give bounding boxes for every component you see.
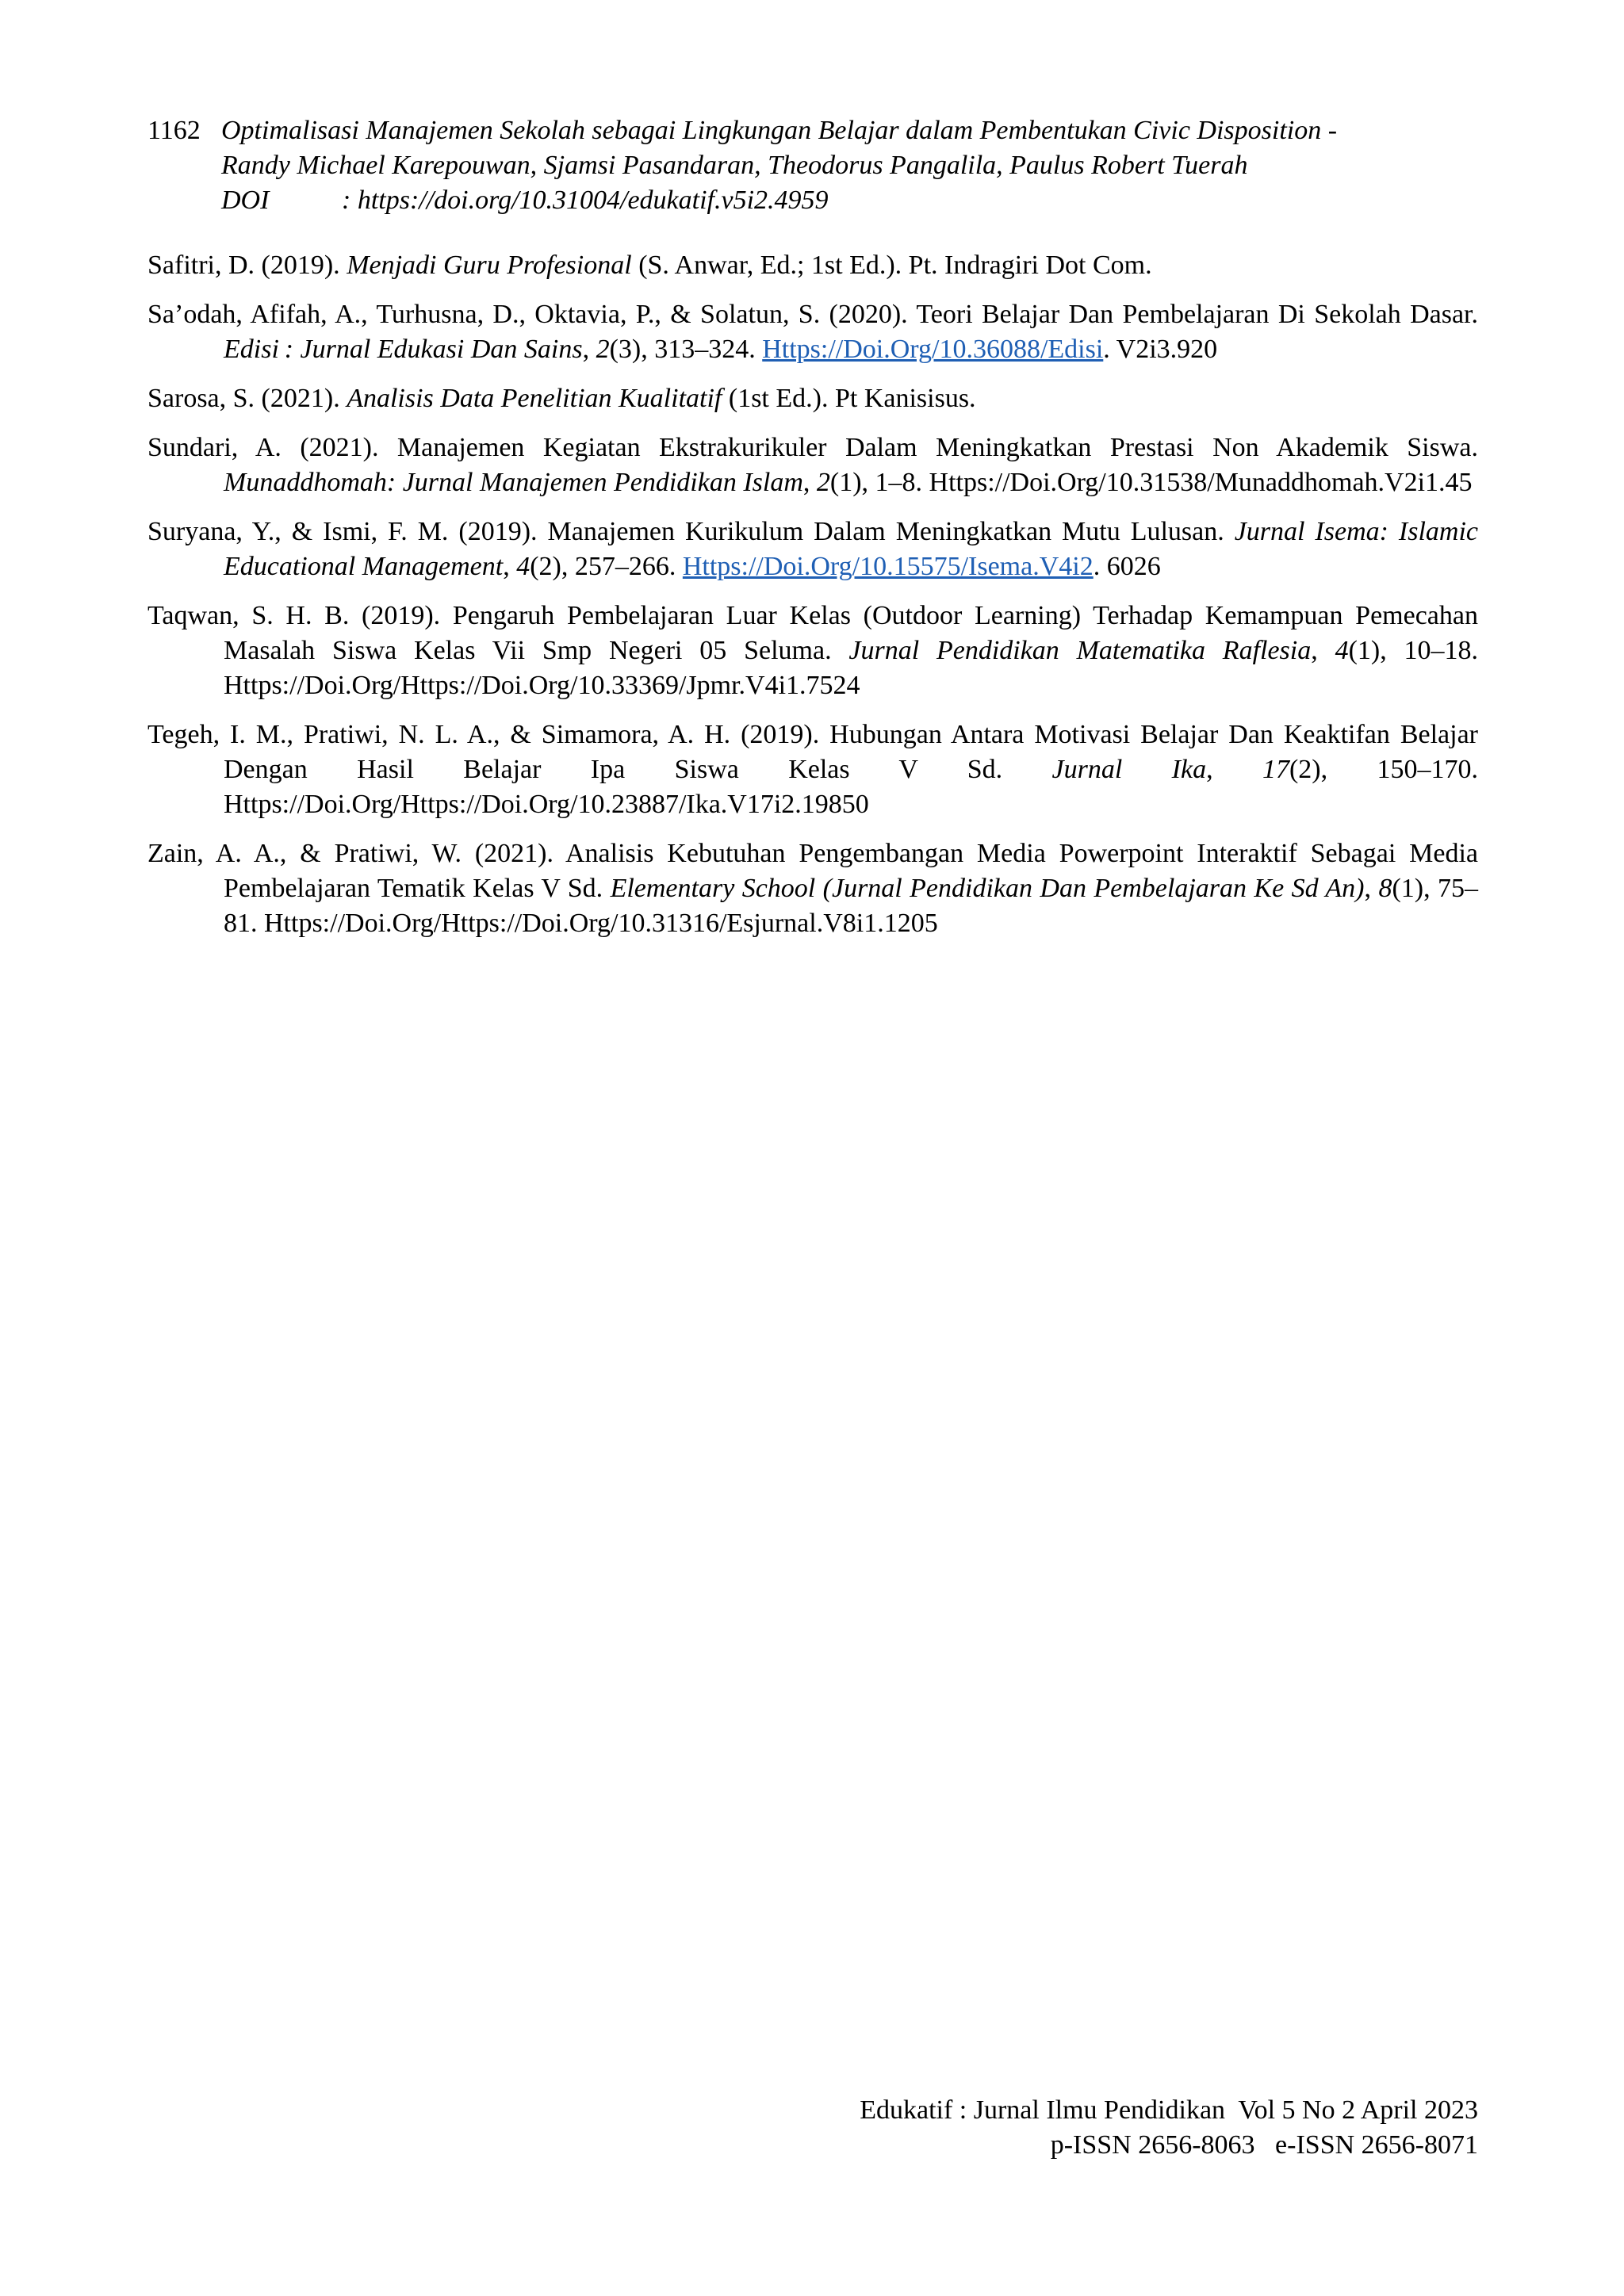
reference-text: . V2i3.920 (1103, 335, 1218, 364)
reference-text: Zain, A. A., & Pratiwi, W. (2021). Analisis Kebutuhan Pengembangan Media Powerpoint Interaktif Sebagai Media Pembelajaran Tematik Kelas V Sd. (147, 839, 1478, 903)
reference-text: (1st Ed.). Pt Kanisisus. (722, 384, 976, 413)
reference-entry (147, 297, 1478, 367)
doi-label: DOI (221, 186, 270, 215)
journal-footer (860, 2093, 1478, 2163)
reference-volume: 2 (816, 468, 830, 497)
reference-volume: 17 (1262, 755, 1289, 784)
doi-line (221, 183, 1478, 218)
running-header (147, 113, 1478, 218)
issn-info: p-ISSN 2656-8063 e-ISSN 2656-8071 (1050, 2130, 1478, 2160)
reference-entry (147, 599, 1478, 703)
reference-entry (147, 836, 1478, 941)
reference-text: (1), 1–8. Https://Doi.Org/10.31538/Munaddhomah.V2i1.45 (829, 468, 1473, 497)
reference-list (147, 248, 1478, 955)
reference-text: (3), 313–324. (609, 335, 763, 364)
reference-text: Sa’odah, Afifah, A., Turhusna, D., Oktavia, P., & Solatun, S. (2020). Teori Belajar Dan Pembelajaran Di Sekolah Dasar. (147, 300, 1478, 329)
reference-text: Suryana, Y., & Ismi, F. M. (2019). Manajemen Kurikulum Dalam Meningkatkan Mutu Lulusan. (147, 517, 1235, 546)
reference-text: (2), 257–266. (530, 552, 683, 581)
header-citation (221, 113, 1478, 218)
reference-source-title: Analisis Data Penelitian Kualitatif (347, 384, 722, 413)
reference-entry (147, 718, 1478, 822)
reference-text: , (1311, 636, 1335, 665)
reference-entry (147, 515, 1478, 584)
reference-text: , (582, 335, 596, 364)
reference-doi-link[interactable]: Https://Doi.Org/10.36088/Edisi (762, 335, 1104, 364)
reference-source-title: Menjadi Guru Profesional (347, 251, 632, 280)
reference-volume: 2 (596, 335, 610, 364)
reference-entry (147, 381, 1478, 416)
article-title: Optimalisasi Manajemen Sekolah sebagai Lingkungan Belajar dalam Pembentukan Civic Disposition - (221, 116, 1338, 145)
reference-text: Sarosa, S. (2021). (147, 384, 347, 413)
reference-text: , (802, 468, 817, 497)
reference-text: , (503, 552, 517, 581)
reference-volume: 8 (1378, 874, 1392, 903)
reference-journal: Jurnal Ika (1051, 755, 1207, 784)
reference-journal: Jurnal Isema: Islamic Educational Management (224, 517, 1479, 581)
reference-text: Safitri, D. (2019). (147, 251, 347, 280)
reference-volume: 4 (1335, 636, 1349, 665)
reference-volume: 4 (516, 552, 530, 581)
reference-entry (147, 430, 1478, 500)
reference-journal: Elementary School (Jurnal Pendidikan Dan Pembelajaran Ke Sd An) (610, 874, 1365, 903)
reference-text: (S. Anwar, Ed.; 1st Ed.). Pt. Indragiri Dot Com. (631, 251, 1152, 280)
reference-text: (1), 10–18. Https://Doi.Org/Https://Doi.Org/10.33369/Jpmr.V4i1.7524 (224, 636, 1479, 700)
journal-info: Edukatif : Jurnal Ilmu Pendidikan Vol 5 No 2 April 2023 (860, 2095, 1478, 2125)
reference-text: , (1206, 755, 1262, 784)
reference-text: Sundari, A. (2021). Manajemen Kegiatan Ekstrakurikuler Dalam Meningkatkan Prestasi Non Akademik Siswa. (147, 433, 1478, 462)
reference-journal: Munaddhomah: Jurnal Manajemen Pendidikan Islam (224, 468, 803, 497)
reference-text: , (1364, 874, 1379, 903)
article-authors: Randy Michael Karepouwan, Sjamsi Pasandaran, Theodorus Pangalila, Paulus Robert Tuerah (221, 151, 1248, 180)
reference-text: (1), 75–81. Https://Doi.Org/Https://Doi.Org/10.31316/Esjurnal.V8i1.1205 (224, 874, 1478, 938)
reference-text: Tegeh, I. M., Pratiwi, N. L. A., & Simamora, A. H. (2019). Hubungan Antara Motivasi Belajar Dan Keaktifan Belajar Dengan Hasil Belajar Ipa Siswa Kelas V Sd. (147, 720, 1478, 784)
reference-journal: Edisi : Jurnal Edukasi Dan Sains (224, 335, 583, 364)
reference-entry (147, 248, 1478, 283)
page-number: 1162 (147, 116, 201, 145)
reference-journal: Jurnal Pendidikan Matematika Raflesia (848, 636, 1312, 665)
doi-value: : https://doi.org/10.31004/edukatif.v5i2.4959 (342, 186, 829, 215)
reference-text: . 6026 (1093, 552, 1161, 581)
reference-text: Taqwan, S. H. B. (2019). Pengaruh Pembelajaran Luar Kelas (Outdoor Learning) Terhadap Kemampuan Pemecahan Masalah Siswa Kelas Vii Smp Negeri 05 Seluma. (147, 601, 1478, 665)
reference-text: (2), 150–170. Https://Doi.Org/Https://Doi.Org/10.23887/Ika.V17i2.19850 (224, 755, 1478, 819)
reference-doi-link[interactable]: Https://Doi.Org/10.15575/Isema.V4i2 (682, 552, 1094, 581)
